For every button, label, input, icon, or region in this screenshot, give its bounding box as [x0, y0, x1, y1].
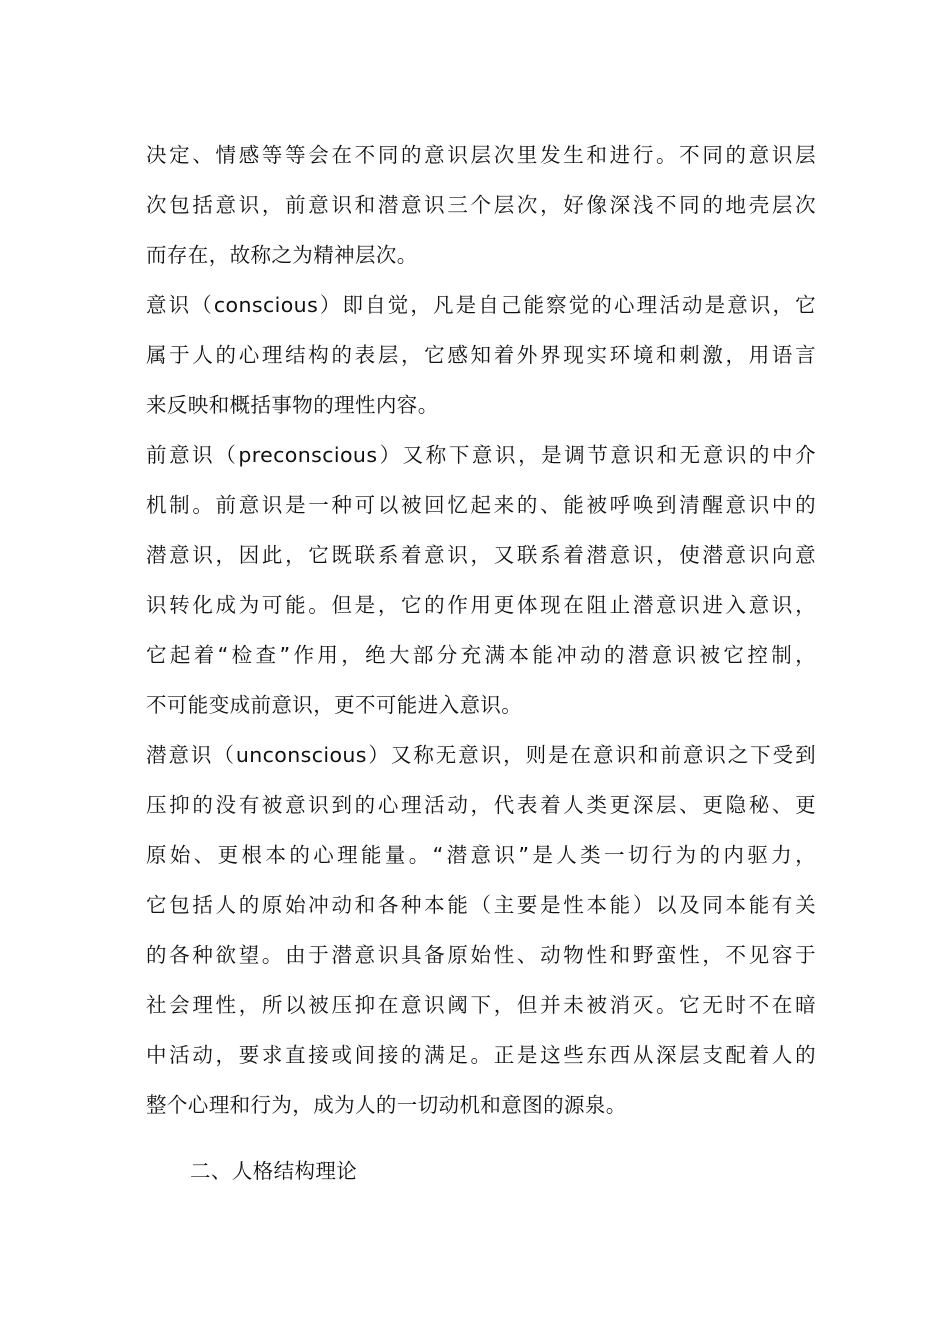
text-line: 意识（conscious）即自觉，凡是自己能察觉的心理活动是意识，它	[146, 293, 816, 317]
text-line: 识转化成为可能。但是，它的作用更体现在阻止潜意识进入意识，	[146, 593, 816, 617]
text-line: 的各种欲望。由于潜意识具备原始性、动物性和野蛮性，不见容于	[146, 943, 816, 967]
text-line: 决定、情感等等会在不同的意识层次里发生和进行。不同的意识层	[146, 143, 816, 167]
body-text	[146, 130, 816, 1130]
text-line: 原始、更根本的心理能量。“潜意识”是人类一切行为的内驱力，	[146, 843, 816, 867]
text-line: 不可能变成前意识，更不可能进入意识。	[146, 693, 523, 717]
text-line: 前意识（preconscious）又称下意识，是调节意识和无意识的中介	[146, 443, 816, 467]
text-line: 整个心理和行为，成为人的一切动机和意图的源泉。	[146, 1093, 627, 1117]
text-line: 而存在，故称之为精神层次。	[146, 243, 418, 267]
section-heading: 二、人格结构理论	[190, 1159, 358, 1183]
text-line: 中活动，要求直接或间接的满足。正是这些东西从深层支配着人的	[146, 1043, 816, 1067]
text-line: 潜意识（unconscious）又称无意识，则是在意识和前意识之下受到	[146, 743, 816, 767]
text-line: 来反映和概括事物的理性内容。	[146, 393, 439, 417]
text-line: 它包括人的原始冲动和各种本能（主要是性本能）以及同本能有关	[146, 893, 816, 917]
text-line: 潜意识，因此，它既联系着意识，又联系着潜意识，使潜意识向意	[146, 543, 816, 567]
text-line: 机制。前意识是一种可以被回忆起来的、能被呼唤到清醒意识中的	[146, 493, 816, 517]
text-line: 次包括意识，前意识和潜意识三个层次，好像深浅不同的地壳层次	[146, 193, 816, 217]
text-line: 它起着“检查”作用，绝大部分充满本能冲动的潜意识被它控制，	[146, 643, 816, 667]
text-line: 属于人的心理结构的表层，它感知着外界现实环境和刺激，用语言	[146, 343, 816, 367]
text-line: 压抑的没有被意识到的心理活动，代表着人类更深层、更隐秘、更	[146, 793, 816, 817]
text-line: 社会理性，所以被压抑在意识阈下，但并未被消灭。它无时不在暗	[146, 993, 816, 1017]
